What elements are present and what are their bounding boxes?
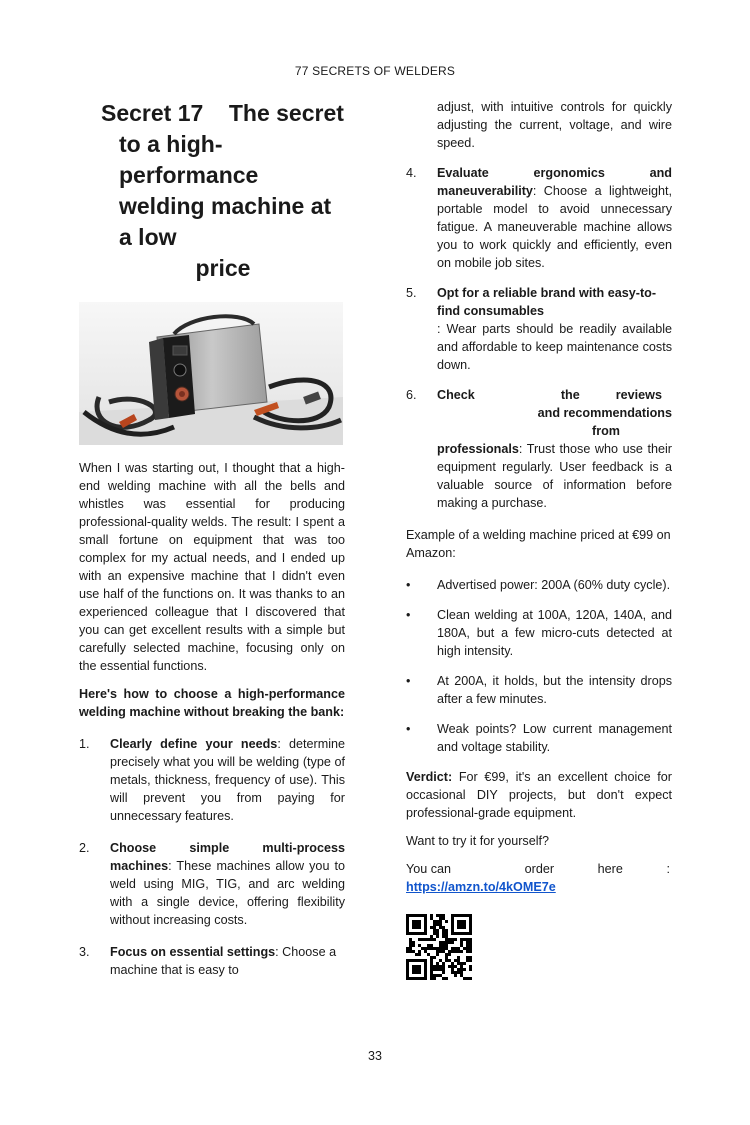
order-word: You can [406, 862, 452, 876]
title-line-4: welding machine at [119, 193, 332, 219]
order-word: order [524, 862, 555, 876]
list-item-title: Choose simple multi-process machines [110, 841, 345, 873]
intro-paragraph: When I was starting out, I thought that a high-end welding machine with all the bells and whistles was essential for producing professional-quality welds. The result: I spent a small fortune on equipment that was too complex for my actual needs, and I ended up with an expensive machine that I didn't even use half of the functions on. It was thanks to an experienced colleague that I discovered that you can get excellent results with a simple but carefully selected machine, focusing only on the essential functions. [79, 461, 345, 673]
bullet-item [406, 672, 672, 708]
bullet-mark: • [406, 608, 411, 622]
list-item [79, 943, 345, 979]
amazon-link[interactable]: https://amzn.to/4kOME7e [406, 880, 556, 894]
verdict-label: Verdict: [406, 770, 453, 784]
list-number: 6. [406, 388, 417, 402]
welding-machine-photo [79, 302, 343, 445]
list-item-text: : These machines allow you to weld using MIG, TIG, and arc welding with a single device, offering flexibility without increasing costs. [110, 859, 345, 927]
example-intro: Example of a welding machine priced at €99 on Amazon: [406, 528, 671, 560]
list-number: 2. [79, 841, 90, 855]
list-item-title: Evaluate ergonomics and maneuverability [437, 166, 672, 198]
list-item-title: Clearly define your needs [110, 737, 278, 751]
bullet-text: Clean welding at 100A, 120A, 140A, and 180A, but a few micro-cuts detected at high intensity. [437, 608, 672, 658]
list-item [406, 386, 672, 512]
qr-code-image [406, 914, 472, 980]
section-title [101, 98, 345, 284]
right-column [406, 98, 672, 980]
page-number: 33 [368, 1049, 382, 1063]
list-item [79, 839, 345, 929]
title-line-5: a low [119, 224, 177, 250]
list-item-text: : Choose a lightweight, portable model to avoid unnecessary fatigue. A maneuverable machine allows you to work quickly and efficiently, even on mobile job sites. [437, 184, 672, 270]
list-item-title-row: and recommendations [537, 406, 672, 420]
running-header: 77 SECRETS OF WELDERS [294, 64, 456, 78]
list-item [406, 164, 672, 272]
list-number: 5. [406, 286, 417, 300]
title-word: the [560, 388, 580, 402]
bullet-item [406, 720, 672, 756]
verdict-text: For €99, it's an excellent choice for occasional DIY projects, but don't expect professional-grade equipment. [406, 770, 672, 820]
bullet-mark: • [406, 578, 411, 592]
bullet-item [406, 576, 672, 594]
title-line-1: Secret 17 The secret [101, 100, 344, 126]
title-line-2: to a high- [119, 131, 223, 157]
howto-heading: Here's how to choose a high-performance welding machine without breaking the bank: [79, 687, 345, 719]
list-item-title-row [437, 386, 672, 404]
bullet-mark: • [406, 722, 411, 736]
list-number: 3. [79, 945, 90, 959]
list-item [406, 284, 672, 374]
bullet-mark: • [406, 674, 411, 688]
bullet-text: Weak points? Low current management and voltage stability. [437, 722, 672, 754]
list-item-text: : Choose a machine that is easy to [110, 945, 337, 977]
list-item-continued [406, 98, 672, 152]
list-item-title-row: from [592, 424, 620, 438]
list-item-text: adjust, with intuitive controls for quickly adjusting the current, voltage, and wire speed. [437, 100, 672, 150]
list-item [79, 735, 345, 825]
list-item-body: professionals: Trust those who use their equipment regularly. User feedback is a valuable source of information before making a purchase. [437, 442, 672, 510]
title-line-3: performance [119, 162, 259, 188]
bullet-text: Advertised power: 200A (60% duty cycle). [437, 578, 671, 592]
title-line-6: price [195, 255, 251, 281]
left-column [79, 98, 345, 979]
call-to-action: Want to try it for yourself? [406, 834, 550, 848]
order-line [406, 860, 672, 896]
bullet-text: At 200A, it holds, but the intensity drops after a few minutes. [437, 674, 672, 706]
title-word: Check [437, 388, 475, 402]
list-item-title: Focus on essential settings [110, 945, 276, 959]
order-word: : [666, 862, 670, 876]
title-word: reviews [615, 388, 662, 402]
list-item-text: : determine precisely what you will be welding (type of metals, thickness, frequency of use). This will prevent you from paying for unnecessary features. [110, 737, 346, 823]
list-number: 1. [79, 737, 90, 751]
verdict-paragraph [406, 768, 672, 822]
list-number: 4. [406, 166, 417, 180]
list-item-title: Opt for a reliable brand with easy-to-find consumables [437, 286, 657, 318]
bullet-item [406, 606, 672, 660]
order-word: here [597, 862, 623, 876]
list-item-text: : Wear parts should be readily available and affordable to keep maintenance costs down. [437, 322, 672, 372]
